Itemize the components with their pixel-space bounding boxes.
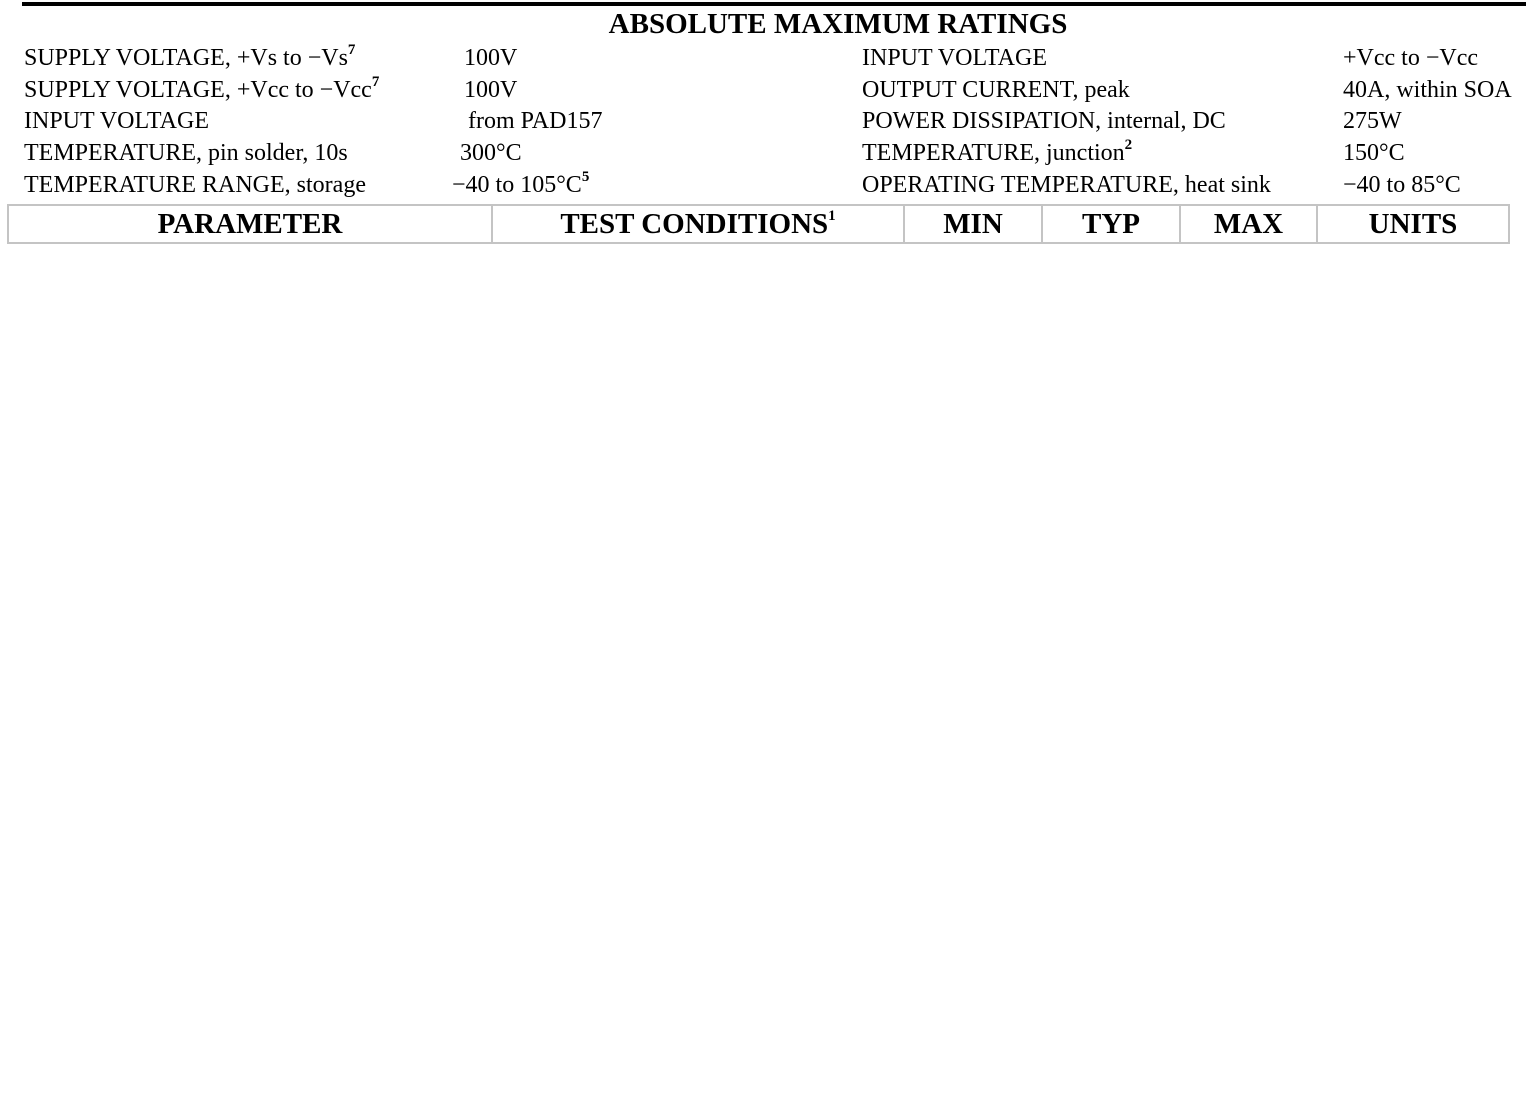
amr-label: TEMPERATURE RANGE, storage xyxy=(24,172,366,198)
footnote-ref: 7 xyxy=(347,42,356,58)
header-min: MIN xyxy=(904,205,1042,243)
amr-value: 100V xyxy=(464,45,518,71)
header-typ: TYP xyxy=(1042,205,1180,243)
amr-label: INPUT VOLTAGE xyxy=(24,108,209,134)
amr-value: −40 to $105^\circ C^5$ xyxy=(452,169,590,198)
header-units: UNITS xyxy=(1317,205,1509,243)
header-test-conditions: TEST CONDITIONS$^1$ xyxy=(492,205,904,243)
footnote-ref: 7 xyxy=(371,74,380,90)
specifications-table xyxy=(7,204,1510,244)
header-max: MAX xyxy=(1180,205,1317,243)
amr-value: 150°C xyxy=(1343,140,1405,166)
amr-value: −40 to 85°C xyxy=(1343,172,1461,198)
footnote-ref: 2 xyxy=(1124,137,1133,153)
amr-label: SUPPLY VOLTAGE, +Vs to $-Vs^7$ xyxy=(24,42,356,71)
header-parameter: PARAMETER xyxy=(8,205,492,243)
amr-value: 100V xyxy=(464,77,518,103)
table-header-row xyxy=(8,205,1509,243)
amr-label: TEMPERATURE, junction$^2$ xyxy=(862,137,1133,166)
amr-value: 300°C xyxy=(460,140,522,166)
amr-value: from PAD157 xyxy=(468,108,603,134)
absolute-max-ratings-title: ABSOLUTE MAXIMUM RATINGS xyxy=(608,8,1068,40)
amr-label: POWER DISSIPATION, internal, DC xyxy=(862,108,1226,134)
amr-label: OUTPUT CURRENT, peak xyxy=(862,77,1130,103)
amr-value: 40A, within SOA xyxy=(1343,77,1512,103)
footnote-ref: 5 xyxy=(581,169,590,185)
amr-label: SUPPLY VOLTAGE, +Vcc to −Vcc$^7$ xyxy=(24,74,380,103)
amr-label: OPERATING TEMPERATURE, heat sink xyxy=(862,172,1271,198)
amr-value: +Vcc to −Vcc xyxy=(1343,45,1479,71)
amr-label: INPUT VOLTAGE xyxy=(862,45,1047,71)
amr-value: 275W xyxy=(1343,108,1402,134)
amr-label: TEMPERATURE, pin solder, 10s xyxy=(24,140,348,166)
